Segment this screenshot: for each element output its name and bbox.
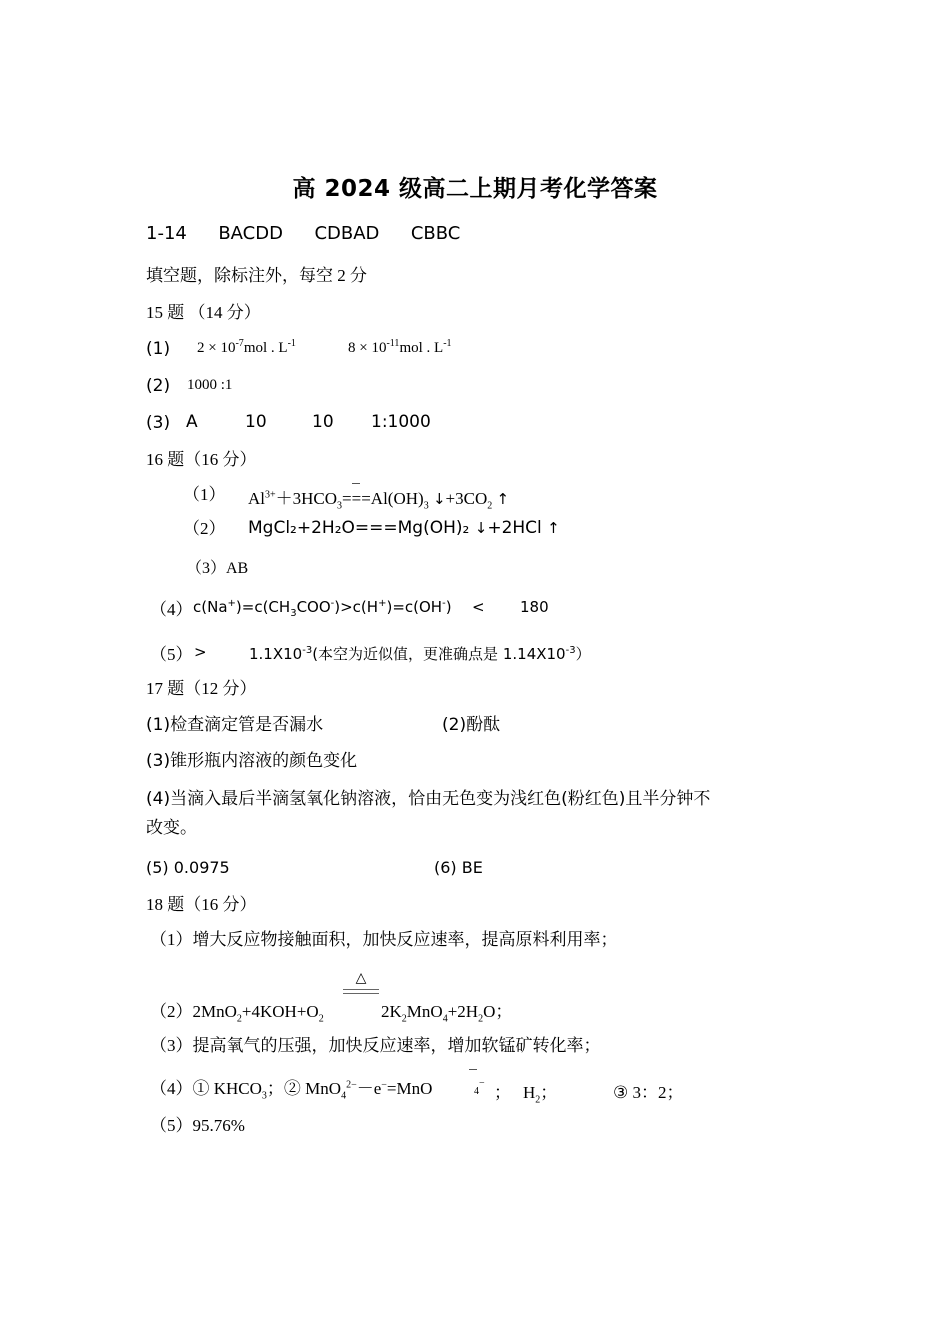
q16-p4-c-sup: - (330, 598, 335, 609)
q18-p4-a: ① KHCO (192, 1079, 262, 1098)
q17-p3: (3)锥形瓶内溶液的颜色变化 (146, 751, 358, 771)
q16-p1-al-charge: 3+ (265, 489, 276, 501)
q16-p4-lt: < (472, 598, 485, 616)
q18-p5: （5）95.76% (150, 1116, 245, 1135)
mc-group-1: BACDD (218, 223, 283, 244)
q15-p1-a-exp: -7 (235, 338, 244, 349)
q18-p2-right: 2K (381, 1002, 402, 1021)
q16-p1-hco: ＋3HCO (275, 489, 338, 508)
q18-p4-num: （4） (150, 1079, 193, 1098)
q16-p5-val-exp: -3 (302, 645, 313, 656)
q17-p5: (5) 0.0975 (146, 858, 230, 877)
q16-p1-al: Al (248, 489, 265, 508)
q15-p1-b-unit: mol . L (399, 340, 444, 356)
q18-p2-left: 2MnO (192, 1002, 237, 1021)
q16-p4-value: 180 (520, 598, 549, 616)
q16-p4-num: （4） (150, 600, 193, 619)
precipitate-arrow-icon: ↓ (432, 490, 446, 508)
mno4-charge-bar (469, 1069, 477, 1070)
q16-p1-co2: +3CO (445, 489, 488, 508)
q18-p2-num: （2） (150, 1002, 193, 1021)
heat-condition (343, 970, 379, 994)
q16-p5-note-end: ） (575, 645, 591, 663)
q15-part1 (146, 338, 170, 360)
q17-p6: (6) BE (434, 858, 483, 877)
gas-arrow-icon: ↑ (496, 490, 510, 508)
q16-p4-b-sub: 3 (290, 608, 297, 619)
q15-p2-answer: 1000 :1 (187, 377, 233, 393)
q16-p5-note: (本空为近似值，更准确点是 (312, 645, 499, 663)
q18-p2-right3: +2H (447, 1002, 479, 1021)
hco3-charge-bar (352, 483, 360, 484)
q18-p1: （1）增大反应物接触面积，加快反应速率，提高原料利用率； (150, 930, 618, 949)
q18-p4-a-sub: 3 (261, 1090, 267, 1102)
q16-p2-equation (248, 518, 560, 538)
q18-p4-b3-sup: − (479, 1078, 485, 1089)
precipitate-arrow-icon: ↓ (474, 519, 488, 537)
q16-p4-d-sup: + (378, 598, 387, 609)
q18-p2-left2: +4KOH+O (241, 1002, 319, 1021)
q17-heading: 17 题（12 分） (146, 679, 257, 698)
q16-p4-a: c(Na (193, 598, 228, 616)
q18-p4-b-sub: 4 (341, 1090, 347, 1102)
q18-p4-a-end: ； (266, 1079, 284, 1098)
q15-p1-b-unit-exp: -1 (443, 338, 452, 349)
mc-group-2: CDBAD (314, 223, 380, 244)
equals-line-top (343, 989, 379, 990)
q15-p2-num: (2) (146, 376, 171, 396)
q17-p4-line1: (4)当滴入最后半滴氢氧化钠溶液，恰由无色变为浅红色(粉红色)且半分钟不 (146, 789, 711, 809)
q16-p5-val: 1.1X10 (249, 645, 303, 663)
q16-p4-f: ) (445, 598, 452, 616)
q16-p5-num: （5） (150, 645, 193, 664)
q18-p2-right4: O； (483, 1002, 513, 1021)
q15-p3-num: (3) (146, 413, 171, 433)
q18-p4-b-end: ； (494, 1083, 511, 1102)
q16-p1-num: （1） (183, 485, 226, 504)
q15-p1-num: (1) (146, 339, 171, 359)
mc-label: 1-14 (146, 223, 187, 244)
q16-p4-c: COO (296, 598, 331, 616)
delta-icon: △ (355, 970, 367, 986)
q16-p4-a-sup: + (227, 598, 236, 609)
mc-answers (146, 223, 460, 245)
q15-heading: 15 题 （14 分） (146, 303, 261, 322)
q16-p4-d: )>c(H (334, 598, 379, 616)
q18-p4-c: ③ 3：2； (613, 1083, 684, 1102)
q16-p2-hcl: +2HCl (487, 518, 542, 538)
q16-p1-product: ===Al(OH) (342, 489, 424, 508)
q17-p1: (1)检查滴定管是否漏水 (146, 715, 324, 735)
q18-p4-b3-scripts (474, 1078, 485, 1097)
q18-p4-b3: =MnO (386, 1079, 433, 1098)
q16-p4-e-sup: - (442, 598, 446, 609)
q15-p1-a-base: 2 × 10 (197, 340, 236, 356)
q15-p1-a-unit-exp: -1 (287, 338, 296, 349)
q18-p4 (150, 1078, 432, 1100)
equals-line-bottom (343, 993, 379, 994)
q18-p2-right-sub2: 4 (442, 1013, 448, 1025)
q18-p2-right2: MnO (406, 1002, 443, 1021)
q16-p3: （3）AB (186, 560, 249, 577)
page-title: 高 2024 级高二上期月考化学答案 (292, 176, 658, 202)
q16-p2-eq: MgCl₂+2H₂O===Mg(OH)₂ (248, 518, 470, 538)
q16-p2-num: （2） (183, 519, 226, 538)
q18-p4-b2: －e (356, 1079, 382, 1098)
q16-heading: 16 题（16 分） (146, 450, 257, 469)
q18-p4-h2 (523, 1078, 558, 1106)
q15-p1-b-base: 8 × 10 (348, 340, 387, 356)
q15-p3-c: 10 (312, 412, 334, 432)
q16-p1-product-sub: 3 (423, 500, 429, 512)
q18-p4-h-end: ； (540, 1083, 558, 1102)
q18-p4-b3-sub: 4 (474, 1086, 479, 1097)
q16-p5-gt: > (194, 643, 207, 661)
q16-p4-e: )=c(OH (386, 598, 443, 616)
q18-p2-left2-sub: 2 (318, 1013, 324, 1025)
scoring-note: 填空题，除标注外，每空 2 分 (146, 266, 367, 285)
mc-group-3: CBBC (410, 223, 461, 244)
q18-p4-b2-sup: − (381, 1079, 387, 1091)
q18-p2-right-sub3: 2 (478, 1013, 484, 1025)
q18-p4-b-sup: 2− (346, 1079, 357, 1091)
q15-p3-a: A (186, 412, 198, 432)
q15-p3-d: 1:1000 (371, 412, 431, 432)
q18-p2-left-sub: 2 (236, 1013, 242, 1025)
q18-p2-products (381, 1001, 512, 1023)
gas-arrow-icon: ↑ (547, 519, 560, 537)
q16-p5-note-exp: -3 (565, 645, 576, 656)
q15-p1-a-unit: mol . L (243, 340, 288, 356)
q15-p3-b: 10 (245, 412, 267, 432)
q18-p2 (150, 1001, 324, 1023)
q18-p2-right-sub1: 2 (401, 1013, 407, 1025)
q18-p3: （3）提高氧气的压强，加快反应速率，增加软锰矿转化率； (150, 1036, 601, 1055)
q16-p5-note-val: 1.14X10 (502, 645, 566, 663)
q16-p1-hco-sub: 3 (337, 500, 343, 512)
q16-p5-answer (249, 643, 591, 664)
q17-p4-line2: 改变。 (146, 818, 197, 838)
q15-p1-answer-a (197, 340, 296, 357)
q18-p4-b: ② MnO (283, 1079, 342, 1098)
q18-heading: 18 题（16 分） (146, 895, 257, 914)
q16-p1-co2-sub: 2 (487, 500, 493, 512)
q15-p1-answer-b (348, 340, 452, 357)
q15-p1-b-exp: -11 (386, 338, 400, 349)
q17-p2: (2)酚酞 (442, 715, 501, 735)
q16-p4-answer (193, 598, 452, 619)
q16-p1-equation (248, 484, 510, 512)
q16-p4-b: )=c(CH (235, 598, 291, 616)
q18-p4-h: H (523, 1083, 536, 1102)
q18-p4-h-sub: 2 (535, 1094, 541, 1106)
